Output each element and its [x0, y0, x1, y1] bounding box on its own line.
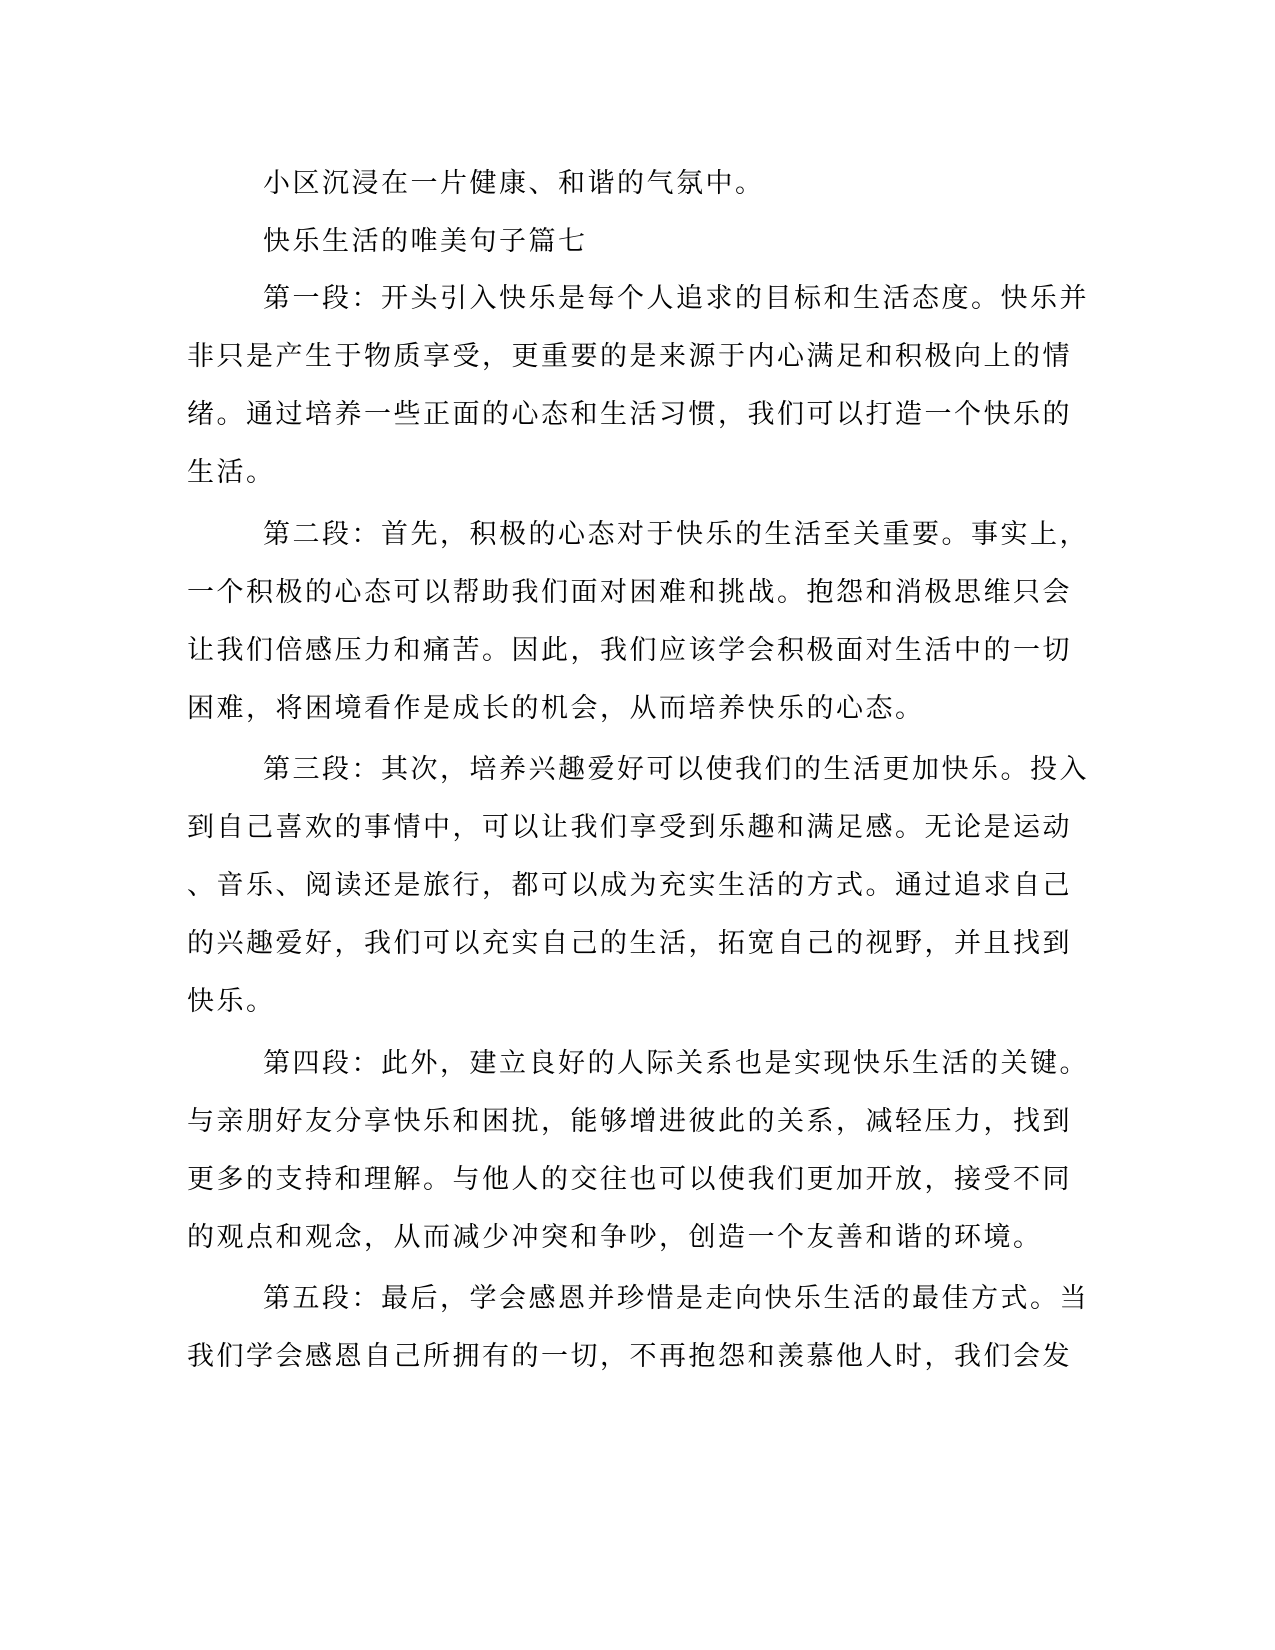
- section-heading: 快乐生活的唯美句子篇七: [263, 226, 588, 257]
- text-line: 一个积极的心态可以帮助我们面对困难和挑战。抱怨和消极思维只会: [187, 577, 1072, 608]
- text-line: 生活。: [187, 457, 276, 488]
- text-line: 的兴趣爱好，我们可以充实自己的生活，拓宽自己的视野，并且找到: [187, 928, 1072, 959]
- text-line: 快乐。: [187, 986, 276, 1017]
- text-line: 第三段：其次，培养兴趣爱好可以使我们的生活更加快乐。投入: [263, 754, 1089, 785]
- text-line: 与亲朋好友分享快乐和困扰，能够增进彼此的关系，减轻压力，找到: [187, 1106, 1072, 1137]
- text-line: 第二段：首先，积极的心态对于快乐的生活至关重要。事实上，: [263, 519, 1089, 550]
- text-line: 、音乐、阅读还是旅行，都可以成为充实生活的方式。通过追求自己: [187, 870, 1072, 901]
- text-line: 小区沉浸在一片健康、和谐的气氛中。: [263, 168, 765, 199]
- text-line: 我们学会感恩自己所拥有的一切，不再抱怨和羡慕他人时，我们会发: [187, 1341, 1072, 1372]
- text-line: 第四段：此外，建立良好的人际关系也是实现快乐生活的关键。: [263, 1048, 1089, 1079]
- text-line: 更多的支持和理解。与他人的交往也可以使我们更加开放，接受不同: [187, 1164, 1072, 1195]
- text-line: 困难，将困境看作是成长的机会，从而培养快乐的心态。: [187, 693, 925, 724]
- text-line: 绪。通过培养一些正面的心态和生活习惯，我们可以打造一个快乐的: [187, 399, 1072, 430]
- text-line: 第五段：最后，学会感恩并珍惜是走向快乐生活的最佳方式。当: [263, 1283, 1089, 1314]
- text-line: 到自己喜欢的事情中，可以让我们享受到乐趣和满足感。无论是运动: [187, 812, 1072, 843]
- text-line: 非只是产生于物质享受，更重要的是来源于内心满足和积极向上的情: [187, 341, 1072, 372]
- text-line: 让我们倍感压力和痛苦。因此，我们应该学会积极面对生活中的一切: [187, 635, 1072, 666]
- text-line: 的观点和观念，从而减少冲突和争吵，创造一个友善和谐的环境。: [187, 1222, 1043, 1253]
- text-line: 第一段：开头引入快乐是每个人追求的目标和生活态度。快乐并: [263, 283, 1089, 314]
